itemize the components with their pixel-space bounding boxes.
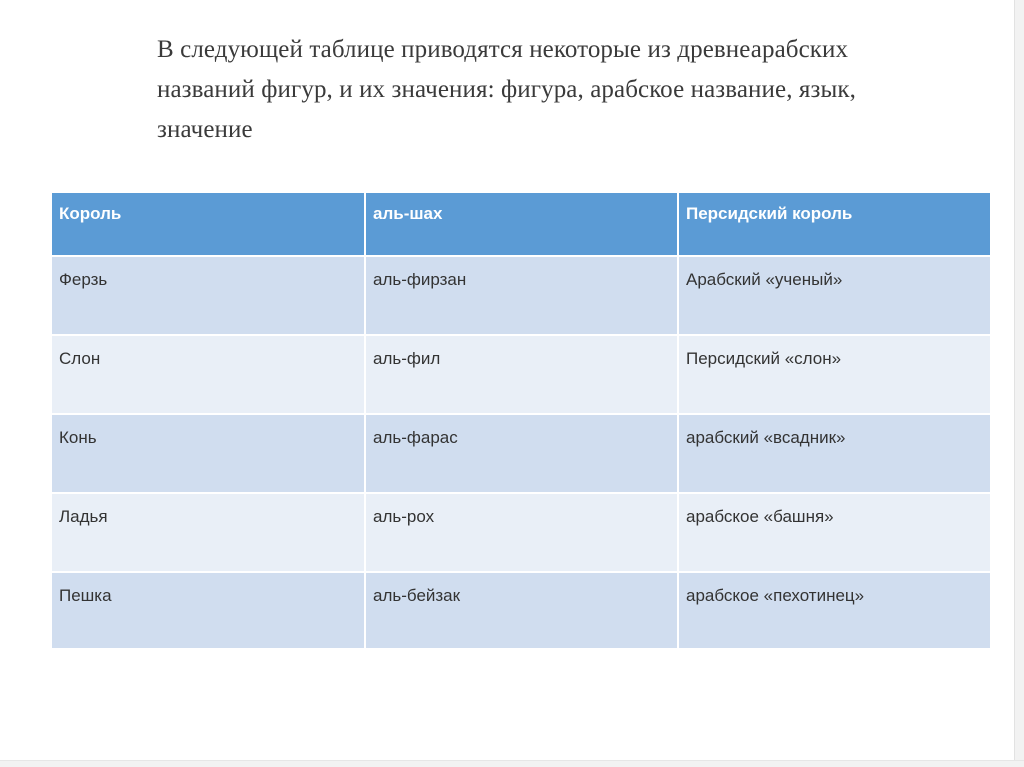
cell-piece: Конь	[52, 414, 365, 493]
header-cell-meaning: Персидский король	[678, 193, 990, 256]
cell-arabic-name: аль-рох	[365, 493, 678, 572]
table-row	[52, 256, 990, 335]
table-row	[52, 414, 990, 493]
cell-meaning: Персидский «слон»	[678, 335, 990, 414]
table-row	[52, 493, 990, 572]
header-cell-arabic-name: аль-шах	[365, 193, 678, 256]
cell-piece: Пешка	[52, 572, 365, 648]
cell-piece: Ладья	[52, 493, 365, 572]
cell-meaning: арабское «пехотинец»	[678, 572, 990, 648]
slide-frame-right-edge	[1014, 0, 1024, 767]
table-row	[52, 335, 990, 414]
cell-arabic-name: аль-фирзан	[365, 256, 678, 335]
slide-caption: В следующей таблице приводятся некоторые из древнеарабских названий фигур, и их значения: фигура, арабское название, язык, значение	[157, 36, 856, 143]
cell-piece: Ферзь	[52, 256, 365, 335]
header-cell-piece: Король	[52, 193, 365, 256]
cell-meaning: Арабский «ученый»	[678, 256, 990, 335]
chess-pieces-table	[52, 193, 990, 648]
cell-arabic-name: аль-фил	[365, 335, 678, 414]
cell-piece: Слон	[52, 335, 365, 414]
table-row	[52, 572, 990, 648]
cell-meaning: арабский «всадник»	[678, 414, 990, 493]
slide-frame-bottom-edge	[0, 760, 1024, 767]
cell-arabic-name: аль-бейзак	[365, 572, 678, 648]
cell-meaning: арабское «башня»	[678, 493, 990, 572]
cell-arabic-name: аль-фарас	[365, 414, 678, 493]
table-header-row	[52, 193, 990, 256]
